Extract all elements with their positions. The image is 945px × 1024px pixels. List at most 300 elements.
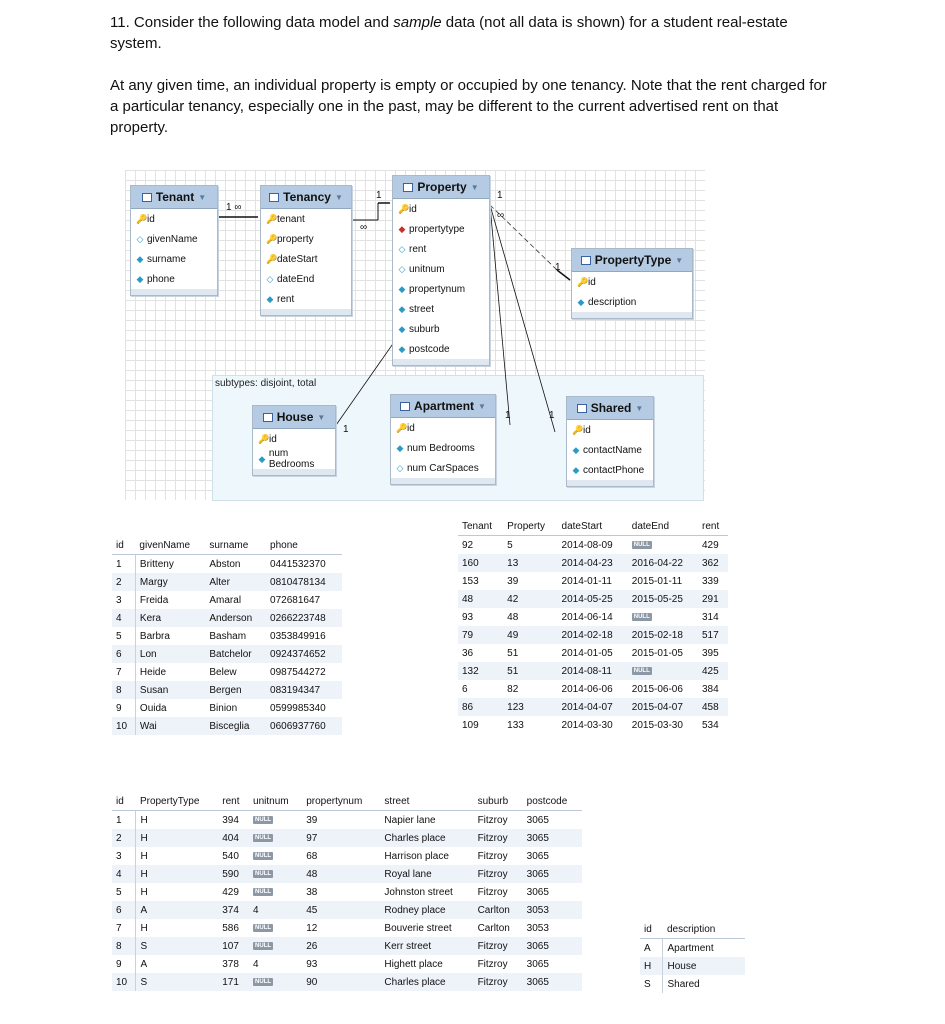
table-cell: 3 xyxy=(112,847,136,865)
table-cell: 2015-04-07 xyxy=(628,698,698,716)
dropdown-arrow-icon: ▼ xyxy=(317,412,326,422)
table-row xyxy=(112,919,582,937)
card-propertytype: 1 xyxy=(555,262,561,273)
table-cell: 429 xyxy=(702,539,719,551)
table-cell: 3 xyxy=(112,591,135,609)
table-cell: Kerr street xyxy=(380,937,473,955)
attribute-icon: ◆ xyxy=(266,293,274,304)
table-cell: 97 xyxy=(302,829,380,847)
table-cell: 4 xyxy=(253,958,259,970)
attribute-icon: ◆ xyxy=(398,343,406,354)
table-cell: Basham xyxy=(209,630,247,642)
table-cell: Susan xyxy=(135,681,205,699)
table-cell: Margy xyxy=(135,573,205,591)
table-cell: 9 xyxy=(112,699,135,717)
card-tenant: 1 ∞ xyxy=(226,202,242,213)
table-cell: 153 xyxy=(462,575,479,587)
attribute-icon: ◇ xyxy=(136,233,144,244)
table-cell: 083194347 xyxy=(266,681,342,699)
table-cell: 5 xyxy=(112,883,136,901)
entity-house-title: House xyxy=(276,410,314,424)
table-cell: 48 xyxy=(507,611,519,623)
null-badge: NULL xyxy=(255,942,272,949)
table-cell: 8 xyxy=(112,681,135,699)
table-cell: 4 xyxy=(249,901,302,919)
card-house: 1 xyxy=(343,424,349,435)
card-property-right: 1 xyxy=(497,190,503,201)
table-cell: 384 xyxy=(702,683,719,695)
table-cell: Fitzroy xyxy=(477,850,508,862)
table-cell: Batchelor xyxy=(205,645,266,663)
table-cell: 2 xyxy=(112,573,135,591)
table-cell: 339 xyxy=(702,575,719,587)
subtype-label: subtypes: disjoint, total xyxy=(215,378,317,389)
dropdown-arrow-icon: ▼ xyxy=(675,255,684,265)
null-badge: NULL xyxy=(255,834,272,841)
column-header: Property xyxy=(503,517,557,536)
table-cell: 2014-06-14 xyxy=(561,611,613,623)
table-row xyxy=(112,865,582,883)
attribute-icon: ◆ xyxy=(572,464,580,475)
table-cell: 2015-01-11 xyxy=(631,575,683,587)
table-cell: Fitzroy xyxy=(477,886,508,898)
table-row xyxy=(112,591,342,609)
table-cell: 2014-01-05 xyxy=(561,647,613,659)
column-header: propertynum xyxy=(302,792,380,811)
attribute-icon: ◇ xyxy=(398,263,406,274)
primary-key-icon: 🔑 xyxy=(266,253,278,264)
table-cell: 1 xyxy=(112,811,136,830)
table-cell: 68 xyxy=(306,850,318,862)
table-cell: Fitzroy xyxy=(477,814,508,826)
table-cell: 13 xyxy=(503,554,557,572)
table-cell: 0266223748 xyxy=(266,609,342,627)
null-badge: NULL xyxy=(633,613,650,620)
table-cell: H xyxy=(140,922,148,934)
table-cell: 6 xyxy=(112,901,136,919)
table-cell: 39 xyxy=(507,575,519,587)
entity-shared[interactable]: Shared ▼ 🔑 id ◆ contactName ◆ contactPhone xyxy=(566,396,654,487)
table-row xyxy=(112,883,582,901)
table-header-row xyxy=(458,517,728,536)
table-cell: 378 xyxy=(222,958,239,970)
table-header-row xyxy=(112,536,342,555)
table-cell xyxy=(249,883,302,901)
table-cell: H xyxy=(140,886,148,898)
table-cell: 3065 xyxy=(523,829,582,847)
column-header: givenName xyxy=(135,536,205,555)
table-cell: Binion xyxy=(209,702,238,714)
table-cell: H xyxy=(640,957,663,975)
table-cell: 38 xyxy=(306,886,318,898)
table-cell: 2014-08-11 xyxy=(558,662,628,680)
table-cell: 109 xyxy=(462,719,479,731)
question-intro xyxy=(110,12,830,54)
column-header: dateStart xyxy=(558,517,628,536)
table-row xyxy=(458,698,728,716)
dropdown-arrow-icon: ▼ xyxy=(478,401,486,411)
table-row xyxy=(112,681,342,699)
null-badge: NULL xyxy=(633,667,650,674)
dropdown-arrow-icon: ▼ xyxy=(334,192,343,202)
table-cell: Ouida xyxy=(139,702,167,714)
table-cell: 2015-01-05 xyxy=(631,647,683,659)
table-cell: 171 xyxy=(218,973,249,991)
table-cell: 3053 xyxy=(526,922,549,934)
table-row xyxy=(640,939,745,958)
table-cell: 4 xyxy=(112,865,136,883)
table-icon xyxy=(403,183,413,192)
table-cell: 5 xyxy=(112,627,135,645)
attribute-icon: ◆ xyxy=(398,283,406,294)
table-cell xyxy=(249,865,302,883)
er-diagram xyxy=(125,170,705,500)
table-cell: 586 xyxy=(222,922,239,934)
primary-key-icon: 🔑 xyxy=(136,213,148,224)
table-cell: 2015-03-30 xyxy=(631,719,683,731)
table-icon xyxy=(142,193,152,202)
table-cell: 2015-05-25 xyxy=(628,590,698,608)
table-cell xyxy=(628,608,698,626)
table-cell: 374 xyxy=(218,901,249,919)
table-cell: 2016-04-22 xyxy=(628,554,698,572)
table-cell xyxy=(249,919,302,937)
table-header-row xyxy=(640,920,745,939)
table-row xyxy=(458,536,728,555)
table-row xyxy=(112,901,582,919)
table-cell: Kera xyxy=(135,609,205,627)
column-header: rent xyxy=(218,792,249,811)
attribute-icon: ◇ xyxy=(266,273,274,284)
foreign-key-attr-icon: ◆ xyxy=(398,223,406,234)
table-cell: Fitzroy xyxy=(477,958,508,970)
table-cell: A xyxy=(640,939,663,958)
table-cell: 2014-02-18 xyxy=(558,626,628,644)
table-cell: 48 xyxy=(458,590,503,608)
table-cell: 93 xyxy=(462,611,474,623)
table-cell: 3065 xyxy=(523,937,582,955)
table-cell: 362 xyxy=(698,554,728,572)
table-cell: 458 xyxy=(698,698,728,716)
entity-propertytype[interactable]: PropertyType ▼ 🔑 id ◆ description xyxy=(571,248,693,319)
table-cell: A xyxy=(140,958,148,970)
table-cell: 5 xyxy=(507,539,513,551)
table-cell: 2014-03-30 xyxy=(561,719,613,731)
table-cell: 2014-05-25 xyxy=(558,590,628,608)
table-cell: 425 xyxy=(698,662,728,680)
card-shared: 1 xyxy=(549,410,555,421)
table-cell: Charles place xyxy=(380,973,473,991)
column-header: description xyxy=(663,920,745,939)
entity-shared-title: Shared xyxy=(590,401,632,415)
table-cell: 3065 xyxy=(526,958,549,970)
table-cell: Apartment xyxy=(667,942,714,954)
entity-tenancy[interactable]: Tenancy ▼ 🔑 tenant 🔑 property 🔑 dateStart ◇ dateEnd ◆ rent xyxy=(260,185,352,316)
entity-propertytype-title: PropertyType xyxy=(594,253,672,267)
table-cell: 160 xyxy=(458,554,503,572)
table-cell: 3065 xyxy=(523,973,582,991)
table-cell: 0441532370 xyxy=(270,558,326,570)
attribute-icon: ◆ xyxy=(136,253,144,264)
table-cell: 2014-08-09 xyxy=(561,539,613,551)
table-cell: 2015-02-18 xyxy=(628,626,698,644)
card-apartment: 1 xyxy=(505,410,511,421)
column-header: id xyxy=(640,920,663,939)
table-row xyxy=(458,716,728,734)
question-number: 11. xyxy=(110,14,130,31)
table-row xyxy=(458,554,728,572)
dropdown-arrow-icon: ▼ xyxy=(635,403,644,413)
table-icon xyxy=(263,413,273,422)
table-cell: 429 xyxy=(222,886,239,898)
table-cell: Carlton xyxy=(474,901,523,919)
table-cell: 93 xyxy=(306,958,318,970)
foreign-key-icon: 🔑 xyxy=(396,422,408,433)
table-row xyxy=(112,973,582,991)
attribute-icon: ◆ xyxy=(572,444,580,455)
column-header: street xyxy=(380,792,473,811)
table-cell: 404 xyxy=(218,829,249,847)
table-cell: Fitzroy xyxy=(474,973,523,991)
intro-text-1: Consider the following data model and xyxy=(133,14,390,31)
column-header: Tenant xyxy=(458,517,503,536)
table-cell xyxy=(249,973,302,991)
table-cell: 3065 xyxy=(523,865,582,883)
table-cell: H xyxy=(140,814,148,826)
attribute-icon: ◆ xyxy=(398,303,406,314)
table-cell: 0810478134 xyxy=(266,573,342,591)
table-row xyxy=(112,811,582,830)
table-cell: 48 xyxy=(302,865,380,883)
column-header: id xyxy=(112,536,135,555)
table-cell: 10 xyxy=(112,717,135,735)
table-icon xyxy=(581,256,591,265)
table-cell: 42 xyxy=(503,590,557,608)
table-cell: 133 xyxy=(507,719,524,731)
table-cell: 517 xyxy=(698,626,728,644)
column-header: rent xyxy=(698,517,728,536)
foreign-key-icon: 🔑 xyxy=(258,433,270,444)
table-row xyxy=(458,626,728,644)
table-cell: 49 xyxy=(503,626,557,644)
primary-key-icon: 🔑 xyxy=(398,203,410,214)
foreign-key-icon: 🔑 xyxy=(266,213,278,224)
table-cell: 86 xyxy=(458,698,503,716)
table-row xyxy=(112,609,342,627)
table-cell: 26 xyxy=(302,937,380,955)
null-badge: NULL xyxy=(255,816,272,823)
table-cell: 6 xyxy=(462,683,468,695)
table-cell: 123 xyxy=(503,698,557,716)
null-badge: NULL xyxy=(255,888,272,895)
table-cell: 291 xyxy=(698,590,728,608)
entity-house[interactable]: House ▼ 🔑 id ◆ num Bedrooms xyxy=(252,405,336,476)
table-cell: Highett place xyxy=(384,958,443,970)
table-row xyxy=(458,572,728,590)
table-icon xyxy=(400,402,410,411)
table-row xyxy=(112,717,342,735)
table-cell: 9 xyxy=(112,955,136,973)
table-cell: 0599985340 xyxy=(270,702,326,714)
table-cell: Rodney place xyxy=(380,901,473,919)
table-cell: 6 xyxy=(112,645,135,663)
table-cell: 534 xyxy=(702,719,719,731)
attribute-icon: ◆ xyxy=(136,273,144,284)
entity-property[interactable]: Property ▼ 🔑 id ◆ propertytype ◇ rent ◇ unitnum ◆ propertynum ◆ street ◆ suburb ◆ postcode xyxy=(392,175,490,366)
table-cell: 8 xyxy=(112,937,136,955)
table-cell: 82 xyxy=(507,683,519,695)
table-cell: 2015-06-06 xyxy=(631,683,683,695)
table-cell: 3053 xyxy=(523,901,582,919)
table-cell xyxy=(249,847,302,865)
null-badge: NULL xyxy=(255,870,272,877)
column-header: postcode xyxy=(523,792,582,811)
null-badge: NULL xyxy=(255,852,272,859)
table-cell: 2014-01-11 xyxy=(561,575,612,587)
entity-tenancy-title: Tenancy xyxy=(283,190,331,204)
table-cell: Freida xyxy=(139,594,169,606)
table-cell: 0987544272 xyxy=(270,666,326,678)
table-cell: S xyxy=(640,975,663,993)
table-row xyxy=(112,699,342,717)
table-row xyxy=(458,644,728,662)
table-cell: Napier lane xyxy=(384,814,436,826)
table-cell: 4 xyxy=(112,609,135,627)
table-row xyxy=(112,555,342,574)
table-cell: Shared xyxy=(667,978,700,990)
table-cell: 132 xyxy=(458,662,503,680)
column-header: dateEnd xyxy=(628,517,698,536)
table-cell: S xyxy=(136,937,218,955)
entity-tenant[interactable]: Tenant ▼ 🔑 id ◇ givenName ◆ surname ◆ phone xyxy=(130,185,218,296)
table-cell xyxy=(249,811,302,830)
table-cell: Lon xyxy=(135,645,205,663)
table-cell xyxy=(249,937,302,955)
table-cell: 3065 xyxy=(526,814,549,826)
table-cell: Bouverie street xyxy=(384,922,452,934)
attribute-icon: ◇ xyxy=(398,243,406,254)
table-cell: 51 xyxy=(507,647,519,659)
property-apartment-line xyxy=(490,205,510,425)
entity-property-title: Property xyxy=(417,180,467,194)
table-row xyxy=(458,590,728,608)
table-row xyxy=(458,608,728,626)
table-row xyxy=(112,663,342,681)
table-cell: 2 xyxy=(112,829,136,847)
card-property-many: ∞ xyxy=(497,210,505,221)
table-cell: 1 xyxy=(112,555,135,574)
table-cell: 395 xyxy=(702,647,719,659)
column-header: id xyxy=(112,792,136,811)
tenant-table xyxy=(112,536,342,735)
table-cell: 540 xyxy=(222,850,239,862)
table-cell: Anderson xyxy=(205,609,266,627)
card-property-one: 1 xyxy=(376,190,382,201)
null-badge: NULL xyxy=(255,978,272,985)
table-cell: Belew xyxy=(209,666,237,678)
table-row xyxy=(112,627,342,645)
table-cell: Fitzroy xyxy=(474,865,523,883)
table-cell: H xyxy=(136,829,218,847)
table-cell: Bisceglia xyxy=(205,717,266,735)
attribute-icon: ◆ xyxy=(577,296,585,307)
table-cell: 45 xyxy=(302,901,380,919)
property-table xyxy=(112,792,582,991)
attribute-icon: ◆ xyxy=(258,453,266,464)
intro-text-2: data (not all data is shown) for a student real-estate xyxy=(445,14,788,31)
table-cell: Harrison place xyxy=(384,850,449,862)
table-row xyxy=(112,937,582,955)
intro-emphasis: sample xyxy=(393,14,442,31)
table-cell: 590 xyxy=(218,865,249,883)
table-cell: Fitzroy xyxy=(474,937,523,955)
table-row xyxy=(458,680,728,698)
table-cell: 79 xyxy=(458,626,503,644)
table-cell: 7 xyxy=(112,663,135,681)
table-cell: 2014-04-07 xyxy=(558,698,628,716)
table-cell: 39 xyxy=(306,814,318,826)
table-cell: Heide xyxy=(139,666,167,678)
table-cell: Johnston street xyxy=(384,886,453,898)
table-row xyxy=(458,662,728,680)
column-header: surname xyxy=(205,536,266,555)
table-cell: 3065 xyxy=(526,886,549,898)
column-header: PropertyType xyxy=(136,792,218,811)
table-cell: Barbra xyxy=(139,630,170,642)
table-cell: Fitzroy xyxy=(474,829,523,847)
table-cell: 107 xyxy=(218,937,249,955)
question-note: At any given time, an individual property is empty or occupied by one tenancy. Note that the rent charged for a particular tenancy, especially one in the past, may be different to the current advertised rent on that property. xyxy=(110,77,827,136)
table-cell: Carlton xyxy=(477,922,510,934)
table-cell: 2014-04-23 xyxy=(558,554,628,572)
intro-text-3: system. xyxy=(110,35,162,52)
table-cell xyxy=(249,829,302,847)
column-header: phone xyxy=(266,536,342,555)
table-cell: Charles place xyxy=(380,829,473,847)
entity-apartment[interactable]: Apartment ▼ 🔑 id ◆ num Bedrooms ◇ num CarSpaces xyxy=(390,394,496,485)
table-cell: 90 xyxy=(302,973,380,991)
column-header: suburb xyxy=(474,792,523,811)
table-cell xyxy=(628,662,698,680)
entity-tenant-title: Tenant xyxy=(155,190,195,204)
table-cell: 7 xyxy=(112,919,136,937)
table-cell: 0353849916 xyxy=(270,630,326,642)
table-icon xyxy=(577,404,587,413)
table-icon xyxy=(269,193,279,202)
table-cell: 0606937760 xyxy=(266,717,342,735)
null-badge: NULL xyxy=(255,924,272,931)
table-cell: Alter xyxy=(205,573,266,591)
entity-apartment-title: Apartment xyxy=(414,399,475,413)
table-cell: 12 xyxy=(306,922,318,934)
table-row xyxy=(112,645,342,663)
table-cell: Abston xyxy=(209,558,241,570)
foreign-key-icon: 🔑 xyxy=(572,424,584,435)
foreign-key-icon: 🔑 xyxy=(266,233,278,244)
table-cell: Amaral xyxy=(209,594,242,606)
table-cell: S xyxy=(136,973,218,991)
table-row xyxy=(640,957,745,975)
table-cell: H xyxy=(136,865,218,883)
table-cell: A xyxy=(136,901,218,919)
table-row xyxy=(112,847,582,865)
table-cell: 314 xyxy=(702,611,719,623)
table-cell: 394 xyxy=(222,814,239,826)
table-cell: 10 xyxy=(112,973,136,991)
primary-key-icon: 🔑 xyxy=(577,276,589,287)
dropdown-arrow-icon: ▼ xyxy=(198,192,207,202)
table-cell: 072681647 xyxy=(270,594,321,606)
